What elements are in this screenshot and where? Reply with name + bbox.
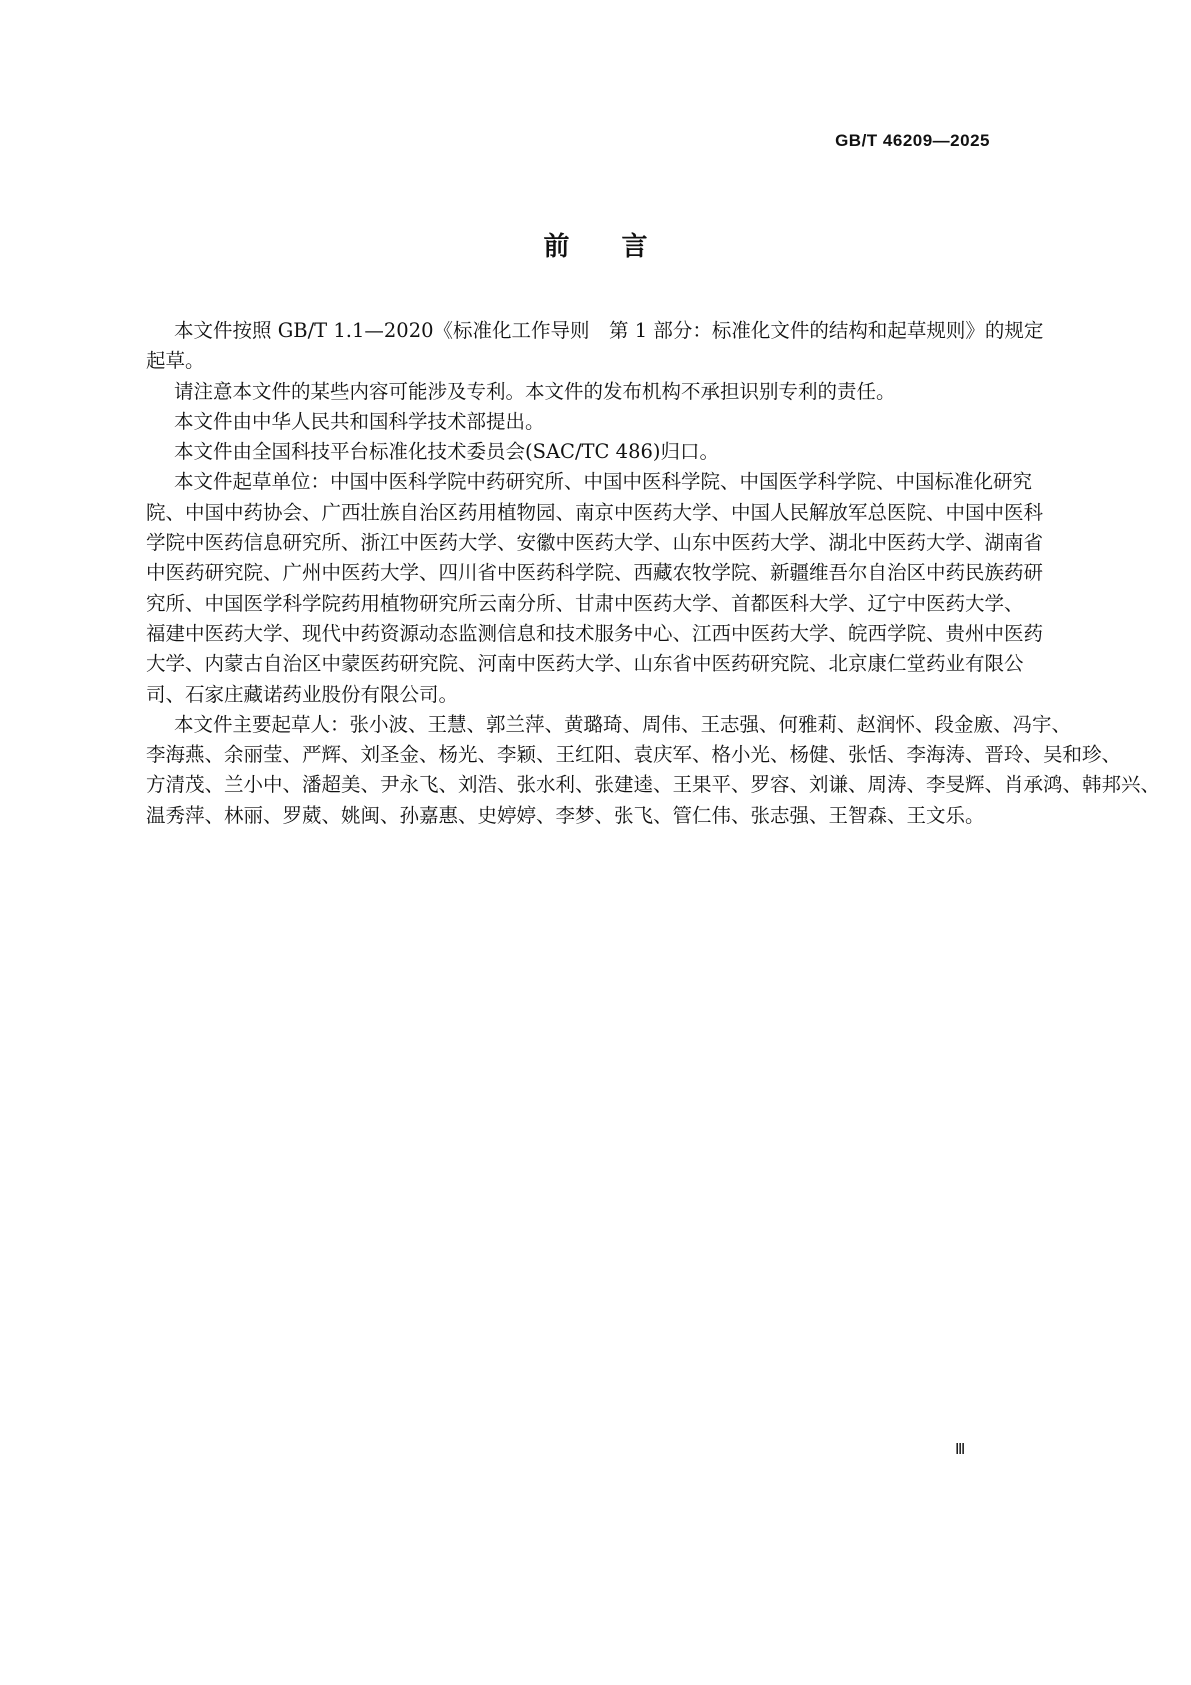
text-line: 本文件由全国科技平台标准化技术委员会(SAC/TC 486)归口。 <box>174 440 719 464</box>
paragraph <box>146 377 992 407</box>
text-line: 李海燕、余丽莹、严辉、刘圣金、杨光、李颖、王红阳、袁庆军、格小光、杨健、张恬、李海涛、晋玲、吴和珍、 <box>146 743 1122 767</box>
paragraph <box>146 437 992 467</box>
text-line: 本文件起草单位：中国中医科学院中药研究所、中国中医科学院、中国医学科学院、中国标准化研究 <box>174 470 1033 494</box>
text-line: 请注意本文件的某些内容可能涉及专利。本文件的发布机构不承担识别专利的责任。 <box>174 379 896 403</box>
document-body <box>146 316 1161 831</box>
page-number: Ⅲ <box>955 1442 966 1458</box>
text-line: 本文件由中华人民共和国科学技术部提出。 <box>174 409 545 433</box>
paragraph <box>146 467 1044 709</box>
text-line: 本文件按照 GB/T 1.1—2020《标准化工作导则 第 1 部分：标准化文件的结构和起草规则》的规定 <box>174 319 1044 342</box>
text-line: 究所、中国医学科学院药用植物研究所云南分所、甘肃中医药大学、首都医科大学、辽宁中医药大学、 <box>146 591 1024 615</box>
title-char: 言 <box>621 232 648 262</box>
text-line: 起草。 <box>146 349 205 373</box>
text-line: 院、中国中药协会、广西壮族自治区药用植物园、南京中医药大学、中国人民解放军总医院、中国中医科 <box>146 500 1044 524</box>
text-line: 本文件主要起草人：张小波、王慧、郭兰萍、黄璐琦、周伟、王志强、何雅莉、赵润怀、段金廒、冯宇、 <box>174 712 1072 736</box>
text-line: 方清茂、兰小中、潘超美、尹永飞、刘浩、张水利、张建逵、王果平、罗容、刘谦、周涛、李旻辉、肖承鸿、韩邦兴、 <box>146 773 1161 797</box>
text-line: 福建中医药大学、现代中药资源动态监测信息和技术服务中心、江西中医药大学、皖西学院、贵州中医药 <box>146 621 1044 645</box>
standard-number: GB/T 46209—2025 <box>835 131 990 150</box>
text-line: 中医药研究院、广州中医药大学、四川省中医药科学院、西藏农牧学院、新疆维吾尔自治区中药民族药研 <box>146 561 1044 585</box>
paragraph <box>146 316 1044 377</box>
page-title <box>0 226 1191 263</box>
paragraph <box>146 710 1161 831</box>
title-char: 前 <box>543 232 570 262</box>
text-line: 司、石家庄藏诺药业股份有限公司。 <box>146 682 459 706</box>
text-line: 大学、内蒙古自治区中蒙医药研究院、河南中医药大学、山东省中医药研究院、北京康仁堂药业有限公 <box>146 652 1024 676</box>
paragraph <box>146 407 992 437</box>
text-line: 温秀萍、林丽、罗葳、姚闽、孙嘉惠、史婷婷、李梦、张飞、管仁伟、张志强、王智森、王文乐。 <box>146 803 985 827</box>
text-line: 学院中医药信息研究所、浙江中医药大学、安徽中医药大学、山东中医药大学、湖北中医药大学、湖南省 <box>146 531 1044 555</box>
